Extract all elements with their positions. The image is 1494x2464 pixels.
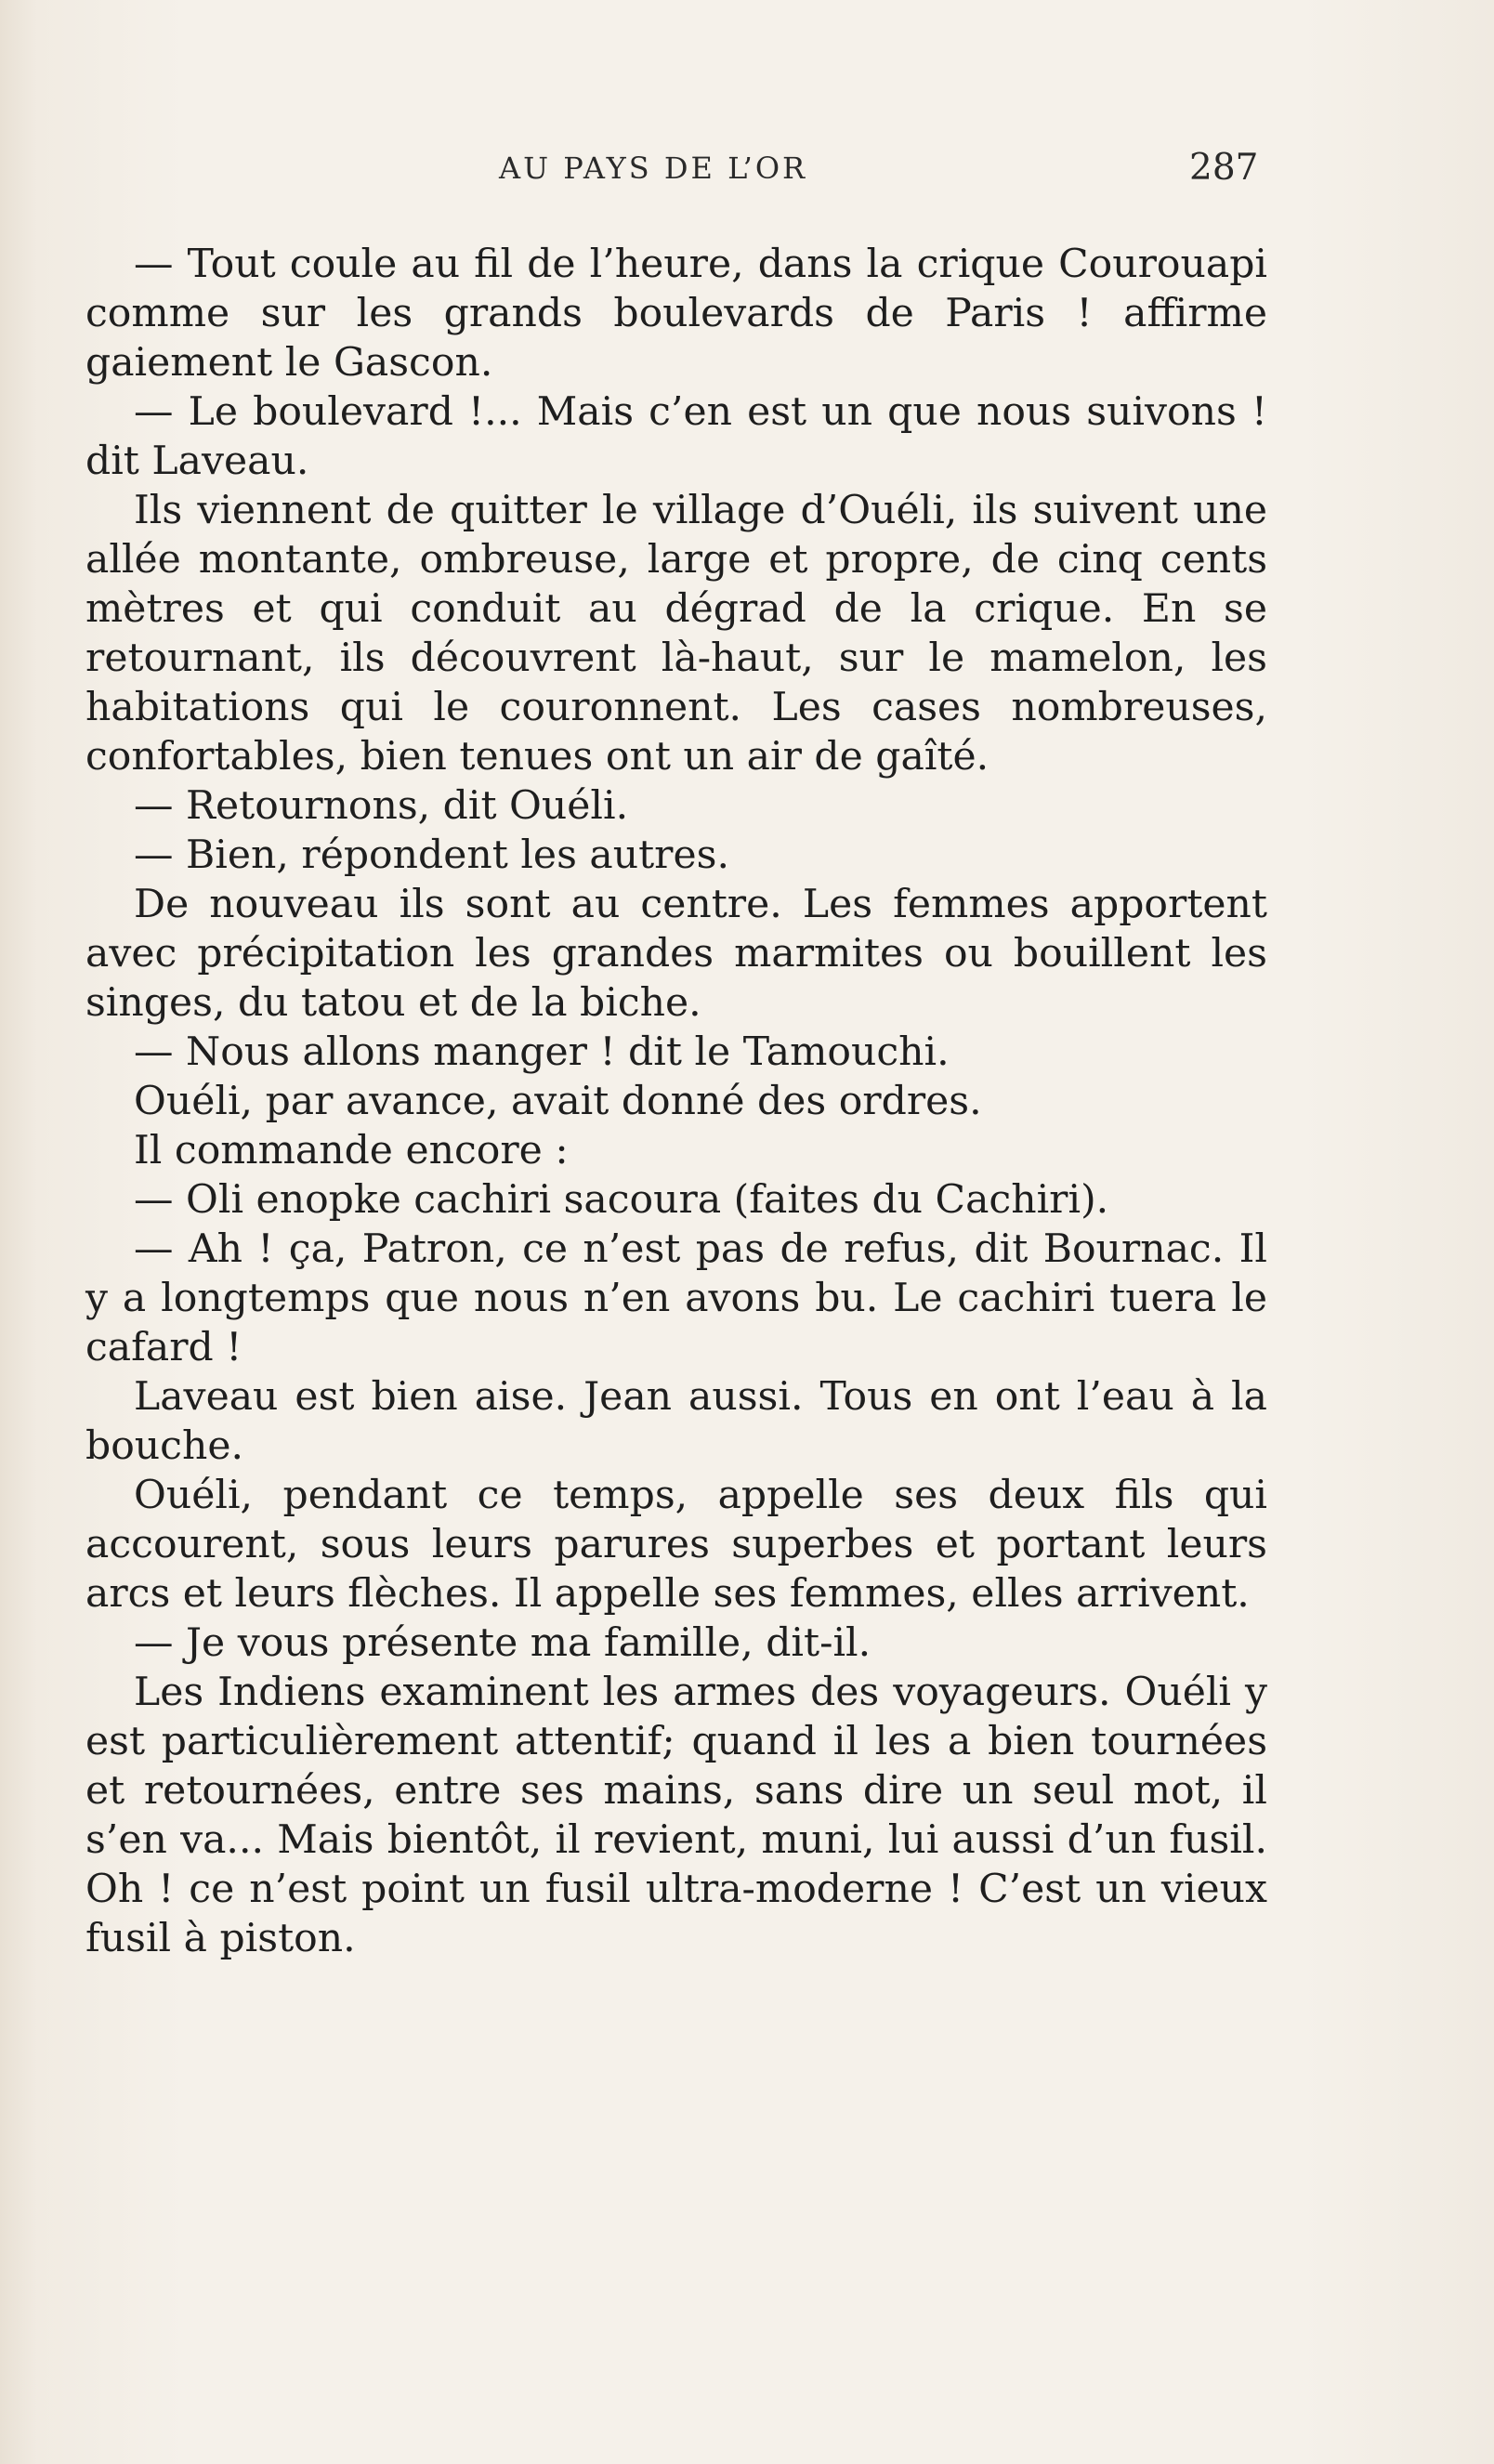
paragraph: Ouéli, par avance, avait donné des ordres. [134,1079,982,1124]
paragraph: — Nous allons manger ! dit le Tamouchi. [134,1029,950,1075]
paragraph: Il commande encore : [134,1128,569,1173]
running-head [0,147,1494,193]
paragraph: — Tout coule au fil de l’heure, dans la crique Courouapi comme sur les grands boulevards de Paris ! affirme gaiement le Gascon. [85,242,1267,386]
paragraph: — Le boulevard !... Mais c’en est un que nous suivons ! dit Laveau. [85,389,1267,484]
paragraph: — Ah ! ça, Patron, ce n’est pas de refus, dit Bournac. Il y a longtemps que nous n’en avons bu. Le cachiri tuera le cafard ! [85,1226,1267,1370]
paragraph: — Retournons, dit Ouéli. [134,783,629,829]
body-text [85,240,1267,1963]
running-title: AU PAYS DE L’OR [499,151,808,186]
page-number: 287 [1189,147,1259,189]
paragraph: De nouveau ils sont au centre. Les femmes apportent avec précipitation les grandes marmites ou bouillent les singes, du tatou et de la biche. [85,882,1267,1026]
paragraph: — Je vous présente ma famille, dit-il. [134,1620,872,1666]
paragraph: — Oli enopke cachiri sacoura (faites du Cachiri). [134,1177,1109,1223]
paragraph: Ils viennent de quitter le village d’Ouéli, ils suivent une allée montante, ombreuse, large et propre, de cinq cents mètres et qui conduit au dégrad de la crique. En se retournant, ils découvrent là-haut, sur le mamelon, les habitations qui le couronnent. Les cases nombreuses, confortables, bien tenues ont un air de gaîté. [85,488,1267,780]
paragraph: Ouéli, pendant ce temps, appelle ses deux fils qui accourent, sous leurs parures superbes et portant leurs arcs et leurs flèches. Il appelle ses femmes, elles arrivent. [85,1473,1267,1617]
paragraph: Laveau est bien aise. Jean aussi. Tous en ont l’eau à la bouche. [85,1374,1267,1469]
paragraph: Les Indiens examinent les armes des voyageurs. Ouéli y est particulièrement attentif; quand il les a bien tournées et retournées, entre ses mains, sans dire un seul mot, il s’en va... Mais bientôt, il revient, muni, lui aussi d’un fusil. Oh ! ce n’est point un fusil ultra-moderne ! C’est un vieux fusil à piston. [85,1670,1267,1961]
paragraph: — Bien, répondent les autres. [134,832,729,878]
